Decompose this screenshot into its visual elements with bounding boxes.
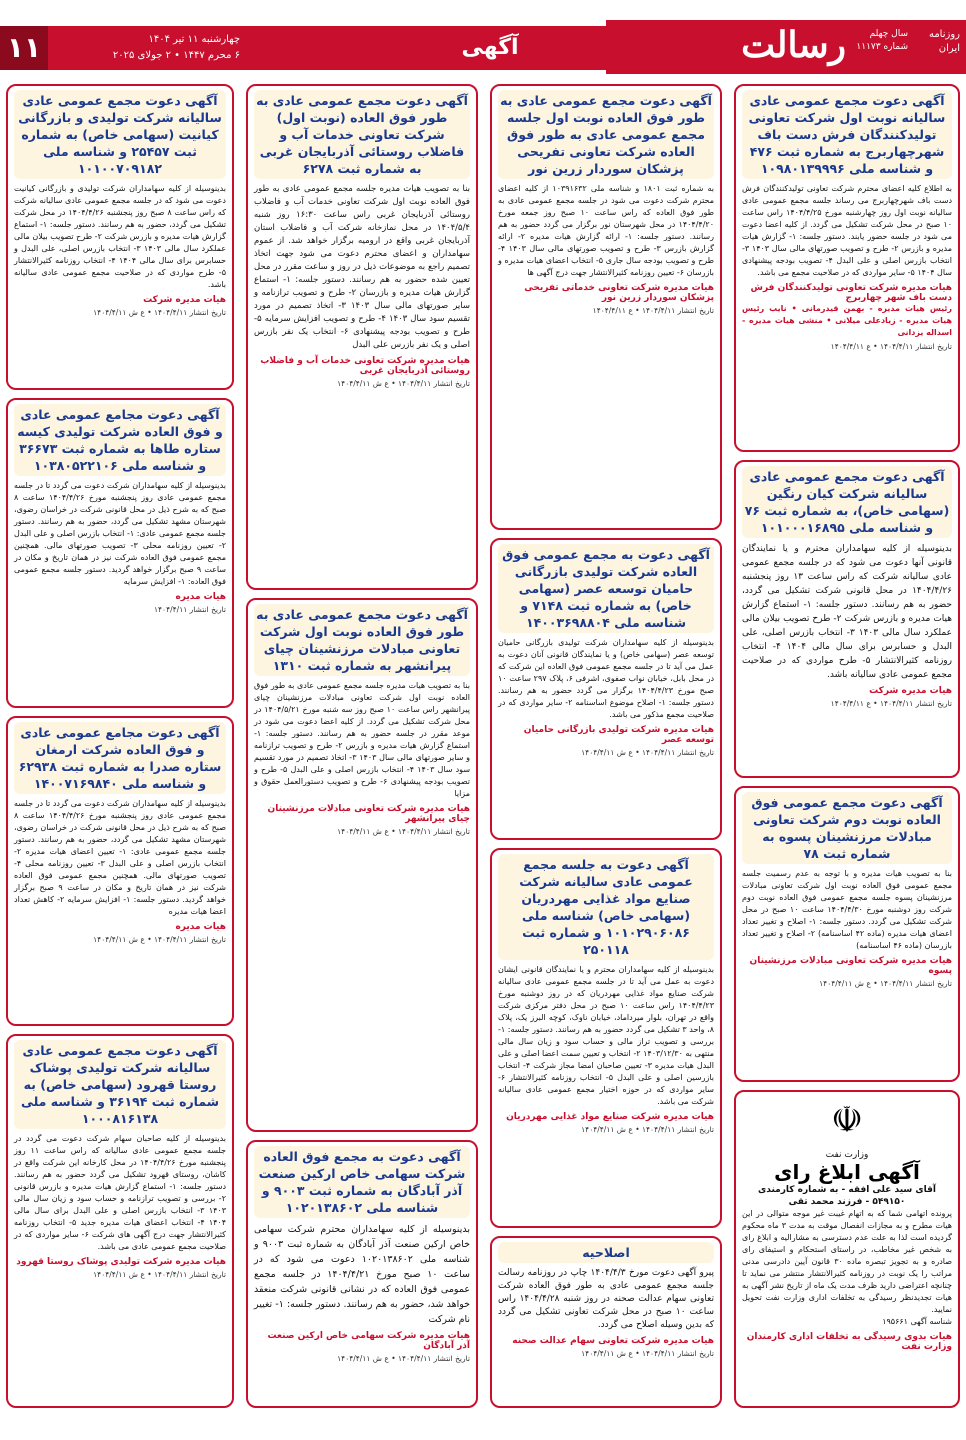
ad-title: آگهی دعوت مجمع عمومی عادی سالیانه نوبت اول شرکت تعاونی تولیدکنندگان فرش دست باف شهرچهاربرج به شماره ثبت ۴۷۶ و شناسه ملی ۱۰۹۸۰۱۳۹۹۹۶ <box>742 90 952 179</box>
ad-date: تاریخ انتشار ۱۴۰۴/۴/۱۱ • ع ش ۱۴۰۴/۴/۱۱ <box>93 1270 226 1279</box>
ad-card <box>6 1034 234 1408</box>
ad-body: بدینوسیله از کلیه سهامداران شرکت تولیدی بازرگانی حامیان توسعه عصر (سهامی خاص) و یا نمایندگان قانونی آنان دعوت به عمل می آید تا در جلسه مجمع عمومی فوق العاده این شرکت که در محل بابل، خیابان نواب صفوی، اشرفی ۶، پلاک ۲۹۷ ساعت ۱۰ صبح مورخ ۱۴۰۴/۴/۲۳ برگزار می گردد حضور به هم رسانند. دستور جلسه: ۱- اصلاح موضوع اساسنامه ۲- سایر مواردی که در صلاحیت مجمع مذکور می باشد. <box>498 638 715 719</box>
ad-body: به شماره ثبت ۱۸۰۱ و شناسه ملی ۱۰۳۹۱۶۳۲ از کلیه اعضای محترم شرکت دعوت می شود در جلسه مجمع عمومی عادی به طور فوق العاده که راس ساعت ۱۰ صبح روز جمعه مورخ ۱۴۰۴/۴/۲۰ در محل شهرستان نور برگزار می گردد حضور به هم رسانند. دستور جلسه: ۱- ارائه گزارش هیات مدیره ۲- ارائه گزارش بازرس ۳- طرح و تصویب صورتهای مالی سال ۱۴۰۳ ۴- طرح و تصویب بودجه سال جاری ۵- انتخاب اعضای هیات مدیره و بازرسان ۶- تعیین روزنامه کثیرالانتشار جهت درج آگهی ها <box>498 184 715 277</box>
ad-date: تاریخ انتشار ۱۴۰۴/۴/۱۱ • ع ش ۱۴۰۴/۴/۱۱ <box>337 827 470 836</box>
ad-body: بنا به تصویب هیات مدیره و با توجه به عدم رسمیت جلسه مجمع عمومی فوق العاده نوبت اول شرکت تعاونی مبادلات مرزنشینان پسوه جلسه مجمع عمومی فوق العاده نوبت دوم شرکت روز دوشنبه مورخ ۱۴۰۴/۴/۳۰ ساعت ۱۰ صبح در محل شرکت تشکیل می گردد. دستور جلسه: ۱- اصلاح و تغییر تعداد اعضای هیات مدیره (ماده ۴۲ اساسنامه) ۲- اصلاح و تغییر تعداد بازرسان (ماده ۴۶ اساسنامه) <box>742 869 953 950</box>
ad-body: پرونده اتهامی شما که به اتهام غیبت غیر موجه متوالی در این هیات مطرح و به مجازات انفصال موقت به مدت ۳ ماه محکوم گردیده است لذا به علت عدم دسترسی به مشارالیه و ابلاغ رای به شخص غیر مخاطب، در راستای استحکام و استیفای رای صادره و به تجویز تبصره ماده ۳۰ قانون آیین دادرسی مدنی مراتب را یک نوبت در روزنامه کثیرالانتشار منتشر می نماید تا چنانچه اعتراضی دارید ظرف مدت یک ماه از تاریخ نشر آگهی به هیات تجدیدنظر رسیدگی به تخلفات اداری وزارت نفت تحویل نمایید. <box>742 1209 952 1314</box>
ad-card <box>246 598 478 1132</box>
ad-signature: هیات مدیره شرکت تعاونی تولیدکنندگان فرش دست باف شهر چهاربرج <box>750 283 952 303</box>
ad-title: آگهی دعوت مجمع عمومی عادی به طور فوق العاده (نوبت اول) شرکت تعاونی خدمات آب و فاضلاب روستائی آذربایجان غربی به شماره ثبت ۶۲۷۸ <box>254 90 470 179</box>
ad-body: بدینوسیله از کلیه صاحبان سهام شرکت دعوت می گردد در جلسه مجمع عمومی عادی سالیانه که راس ساعت ۱۱ روز پنجشنبه مورخ ۱۴۰۴/۴/۲۶ در محل کارخانه این شرکت واقع در کاشان، روستای قهرود تشکیل می گردد حضور به هم رسانند. دستور جلسه: ۱- استماع گزارش هیات مدیره و بازرس قانونی ۲- بررسی و تصویب ترازنامه و حساب سود و زیان سال مالی ۱۴۰۳ ۳- انتخاب بازرس اصلی و علی البدل برای سال مالی ۱۴۰۴ ۴- انتخاب اعضای هیات مدیره جدید ۵- انتخاب روزنامه کثیرالانتشار جهت درج آگهی های شرکت ۶- سایر مواردی که در صلاحیت مجمع عمومی عادی می باشد. <box>14 1134 227 1251</box>
ad-date: تاریخ انتشار ۱۴۰۴/۴/۱۱ • ع ۱۴۰۴/۴/۱۱ <box>830 342 952 351</box>
ad-title: اصلاحیه <box>498 1242 714 1263</box>
ad-title: آگهی دعوت مجامع عمومی عادی و فوق العاده شرکت ارمغان ستاره صدرا به شماره ثبت ۶۲۹۳۸ و شناسه ملی ۱۴۰۰۷۱۶۹۸۴۰ <box>14 722 226 794</box>
ad-signature: هیات مدیره شرکت صنایع مواد غذایی مهردریان <box>506 1112 714 1122</box>
ad-signature: هیات مدیره شرکت <box>143 295 226 305</box>
ad-extra: شناسه آگهی ۱۹۵۶۶۱ <box>882 1317 952 1326</box>
ad-signature: هیات مدیره شرکت تعاونی مبادلات مرزنشینان چیای پیرانشهر <box>267 804 470 824</box>
ad-title: آگهی ابلاغ رای <box>774 1160 920 1184</box>
ad-title: آگهی دعوت مجمع عمومی عادی به طور فوق العاده نوبت اول شرکت تعاونی مبادلات مرزنشینان چیای پیرانشهر به شماره ثبت ۱۳۱۰ <box>254 604 470 676</box>
ad-card <box>734 786 960 1082</box>
ad-date: تاریخ انتشار ۱۴۰۴/۴/۱۱ • ع ش ۱۴۰۴/۴/۱۱ <box>93 308 226 317</box>
brand-line: ایران <box>938 43 960 54</box>
ad-date: تاریخ انتشار ۱۴۰۴/۴/۱۱ • ع ش ۱۴۰۴/۴/۱۱ <box>581 1125 714 1134</box>
ad-title: آگهی دعوت مجمع عمومی فوق العاده نوبت دوم شرکت تعاونی مبادلات مرزنشینان پسوه به شماره ثبت ۷۸ <box>742 792 952 864</box>
ad-card <box>734 1090 960 1408</box>
ad-card <box>734 84 960 452</box>
dates <box>50 32 240 64</box>
ad-card <box>490 1236 722 1408</box>
ad-date: تاریخ انتشار ۱۴۰۴/۴/۱۱ • ع ش ۱۴۰۴/۴/۱۱ <box>93 935 226 944</box>
ad-signature: هیات مدیره شرکت تولیدی پوشاک روستا قهرود <box>16 1257 226 1267</box>
year-label: سال چهلم <box>869 29 908 39</box>
brand-line: روزنامه <box>928 29 960 40</box>
ad-body: به اطلاع کلیه اعضای محترم شرکت تعاونی تولیدکنندگان فرش دست باف شهرچهاربرج می رساند جلسه مجمع عمومی عادی سالیانه نوبت اول روز چهارشنبه مورخ ۱۴۰۴/۴/۲۵ راس ساعت ۱۰ صبح در محل شرکت تشکیل می گردد. از کلیه اعضا دعوت می شود در جلسه حضور یابند. دستور جلسه: ۱- گزارش هیات مدیره و بازرس ۲- طرح و تصویب صورتهای مالی سال ۱۴۰۳ ۳- انتخاب بازرس اصلی و علی البدل ۴- تصویب بودجه پیشنهادی سال ۱۴۰۴ ۵- سایر مواردی که در صلاحیت مجمع می باشد. <box>742 184 953 277</box>
date-other: ۶ محرم ۱۴۴۷ • ۲ جولای ۲۰۲۵ <box>112 50 240 61</box>
ad-title: آگهی دعوت به مجمع فوق العاده شرکت سهامی خاص ارکین صنعت آذر آبادگان به شماره ثبت ۹۰۰۳ و شناسه ملی ۱۰۲۰۱۳۸۶۰۲ <box>254 1146 470 1218</box>
ad-body: بدینوسیله از کلیه سهامداران محترم و یا نمایندگان قانونی ایشان دعوت به عمل می آید تا در جلسه مجمع عمومی عادی سالیانه شرکت صنایع مواد غذایی مهردریان که در روز دوشنبه مورخ ۱۴۰۴/۴/۲۳ راس ساعت ۱۰ صبح در محل دفتر مرکزی شرکت واقع در تهران، بلوار میرداماد، خیابان ناوک، کوچه البرز یک، پلاک ۸، واحد ۳ تشکیل می گردد حضور به هم رسانند. دستور جلسه: ۱- بررسی و تصویب تراز مالی و حساب سود و زیان سال مالی منتهی به ۱۴۰۳/۱۲/۳۰ ۲- انتخاب و تعیین سمت اعضا اصلی و علی البدل هیات مدیره ۳- تعیین صاحبان امضا مجاز شرکت ۴- انتخاب بازرسین اصلی و علی البدل ۵- انتخاب روزنامه کثیرالانتشار ۶- سایر مواردی که در حوزه اختیار مجمع عمومی عادی سالیانه شرکت می باشد. <box>498 965 715 1106</box>
section-title: آگهی <box>461 35 519 60</box>
ad-signature: هیات مدیره <box>175 592 226 602</box>
ad-signature: هیات مدیره شرکت تعاونی خدمات آب و فاضلاب روستائی آذربایجان غربی <box>260 356 470 376</box>
brand-info <box>929 28 960 56</box>
ad-card <box>734 460 960 778</box>
ad-title: آگهی دعوت مجامع عمومی عادی و فوق العاده شرکت تولیدی کیسه ستاره طاها به شماره ثبت ۳۶۶۷۳ و شناسه ملی ۱۰۳۸۰۵۲۲۱۰۶ <box>14 404 226 476</box>
ad-signature: هیات مدیره شرکت تعاونی خدماتی تفریحی پزشکان سوردار زرین نور <box>524 283 714 303</box>
ad-card <box>490 848 722 1228</box>
ad-signature: هیات بدوی رسیدگی به تخلفات اداری کارمندان وزارت نفت <box>746 1332 952 1352</box>
ad-body: بدینوسیله از کلیه سهامداران شرکت تولیدی و بازرگانی کیانیت دعوت می شود که در جلسه مجمع عمومی عادی سالیانه شرکت که راس ساعت ۸ صبح روز پنجشنبه ۱۴۰۴/۴/۲۶ در محل شرکت تشکیل می گردد، حضور به هم رسانند. دستور جلسه: ۱- استماع گزارش هیات مدیره و بازرس شرکت ۲- طرح تصویب بیلان مالی عملکرد سال مالی ۱۴۰۳ ۳- انتخاب بازرس اصلی، علی البدل و حسابرس برای سال مالی ۱۴۰۴ ۴- انتخاب روزنامه کثیرالانتشار ۵- طرح مواردی که در صلاحیت مجمع عمومی عادی سالیانه باشد. <box>14 184 227 289</box>
ministry-name: وزارت نفت <box>825 1150 869 1160</box>
ad-title: آگهی دعوت به جلسه مجمع عمومی عادی سالیانه شرکت صنایع مواد غذایی مهردریان (سهامی خاص) شناسه ملی ۱۰۱۰۲۹۰۶۰۸۶ و شماره ثبت ۲۵۰۱۱۸ <box>498 854 714 960</box>
ad-signature: هیات مدیره شرکت تولیدی بازرگانی حامیان توسعه عصر <box>523 725 714 745</box>
ad-date: تاریخ انتشار ۱۴۰۴/۴/۱۱ • ع ش ۱۴۰۴/۴/۱۱ <box>819 979 952 988</box>
ad-body: بدینوسیله از کلیه سهامداران شرکت دعوت می گردد تا در جلسه مجمع عمومی عادی روز پنجشنبه مورخ ۱۴۰۴/۴/۲۶ ساعت ۸ صبح که به شرح ذیل در محل قانونی شرکت در خراسان رضوی، شهرستان مشهد تشکیل می گردد، حضور به هم رسانند. دستور جلسه مجمع عمومی عادی: ۱- انتخاب بازرس اصلی و علی البدل ۲- تعیین روزنامه محلی ۳- تصویب صورتهای مالی. همچنین مجمع عمومی فوق العاده شرکت نیز در همان تاریخ و مکان در ساعت ۹ صبح برگزار خواهد گردید. دستور جلسه مجمع عمومی فوق العاده: ۱- افزایش سرمایه <box>14 481 227 586</box>
ad-title: آگهی دعوت مجمع عمومی عادی سالیانه شرکت تولیدی و بازرگانی کیانیت (سهامی خاص) به شماره ثبت ۲۵۴۵۷ و شناسه ملی ۱۰۱۰۰۷۰۹۱۸۲ <box>14 90 226 179</box>
ad-date: تاریخ انتشار ۱۴۰۴/۴/۱۱ • ع ش ۱۴۰۴/۴/۱۱ <box>581 748 714 757</box>
ad-date: تاریخ انتشار ۱۴۰۴/۴/۱۱ • ع ش ۱۴۰۴/۴/۱۱ <box>337 1354 470 1363</box>
ad-card <box>490 84 722 530</box>
ad-signature: هیات مدیره شرکت تعاونی سهام عدالت صحنه <box>512 1336 714 1346</box>
iran-emblem-icon: ☫ <box>830 1100 864 1141</box>
logo: رسالت <box>741 24 846 66</box>
issue-number: شماره ۱۱۱۷۳ <box>856 42 908 52</box>
ad-card <box>246 84 478 590</box>
ad-body: بدینوسیله از کلیه سهامداران شرکت دعوت می گردد تا در جلسه مجمع عمومی عادی روز پنجشنبه مورخ ۱۴۰۴/۴/۲۶ ساعت ۸ صبح که به شرح ذیل در محل قانونی شرکت در خراسان رضوی، شهرستان مشهد تشکیل می گردد، حضور به هم رسانند. دستور جلسه مجمع عمومی عادی: ۱- تعیین اعضای هیات مدیره ۲- انتخاب بازرس اصلی و علی البدل ۳- تعیین روزنامه محلی ۴- تصویب صورتهای مالی. همچنین مجمع عمومی فوق العاده شرکت نیز در همان تاریخ و مکان در ساعت ۹ صبح برگزار خواهد گردید. دستور جلسه: ۱- افزایش سرمایه ۲- کاهش تعداد اعضا هیات مدیره <box>14 799 227 916</box>
ad-card <box>246 1140 478 1408</box>
ad-signature: هیات مدیره شرکت <box>869 686 952 696</box>
date-persian: چهارشنبه ۱۱ تیر ۱۴۰۴ <box>148 34 240 45</box>
ad-card <box>6 716 234 1026</box>
ad-card <box>490 538 722 840</box>
ad-title: آگهی دعوت مجمع عمومی عادی به طور فوق العاده نوبت اول جلسه مجمع عمومی عادی به طور فوق العاده شرکت تعاونی تفریحی پزشکان سوردار زرین نور <box>498 90 714 179</box>
ad-title: آگهی دعوت مجمع عمومی عادی سالیانه شرکت تولیدی پوشاک روستا قهرود (سهامی خاص) به شماره ثبت ۳۶۱۹۴ و شناسه ملی ۱۰۰۰۸۱۶۱۳۸ <box>14 1040 226 1129</box>
ad-body: بدینوسیله از کلیه سهامداران محترم و یا نمایندگان قانونی آنها دعوت می شود که در جلسه مجمع عمومی عادی سالیانه شرکت که راس ساعت ۱۳ روز پنجشنبه ۱۴۰۴/۴/۲۶ در محل قانونی شرکت تشکیل می گردد، حضور به هم رسانند. دستور جلسه: ۱- استماع گزارش هیات مدیره و بازرس شرکت ۲- طرح تصویب بیلان مالی عملکرد سال مالی ۱۴۰۳ ۳- انتخاب بازرس اصلی، علی البدل و حسابرس برای سال مالی ۱۴۰۴ ۴- انتخاب روزنامه کثیرالانتشار ۵- طرح مواردی که در صلاحیت مجمع عمومی عادی سالیانه باشد. <box>742 544 952 680</box>
ad-date: تاریخ انتشار ۱۴۰۴/۴/۱۱ • ع ۱۴۰۴/۴/۱۱ <box>592 306 714 315</box>
ad-members: رئیس هیات مدیره - بهمن قیدرمانی • نایب رئیس هیات مدیره - زیادعلی میلانی • منشی هیات مدیره - اسداله یزدانی <box>742 304 952 337</box>
ad-date: تاریخ انتشار ۱۴۰۴/۴/۱۱ • ع ۱۴۰۴/۴/۱۱ <box>830 699 952 708</box>
newspaper-header <box>0 0 966 74</box>
ad-body: پیرو آگهی دعوت مورخ ۱۴۰۴/۴/۳ چاپ در روزنامه رسالت جلسه مجمع عمومی عادی به طور فوق العاده شرکت تعاونی سهام عدالت صحنه در روز شنبه ۱۴۰۴/۴/۲۸ راس ساعت ۱۰ صبح در محل شرکت تعاونی تشکیل می گردد که بدین وسیله اصلاح می گردد. <box>498 1268 714 1330</box>
ad-card <box>6 398 234 708</box>
ad-date: تاریخ انتشار ۱۴۰۴/۴/۱۱ <box>154 605 226 614</box>
ad-signature: هیات مدیره شرکت تعاونی مبادلات مرزنشینان پسوه <box>749 956 952 976</box>
ad-subtitle: آقای سید علی افقه - به شماره کارمندی ۵۴۹۱۵۰ - فرزند محمد تقی <box>758 1185 936 1207</box>
ad-body: بنا به تصویب هیات مدیره جلسه مجمع عمومی عادی به طور فوق العاده نوبت اول شرکت تعاونی مبادلات مرزنشینان چیای پیرانشهر راس ساعت ۱۰ صبح روز سه شنبه مورخ ۱۴۰۴/۵/۲۱ در محل شرکت تشکیل می گردد. از کلیه اعضا دعوت می شود در موعد مقرر در جلسه حضور به هم رسانند. دستور جلسه: ۱- استماع گزارش هیات مدیره و بازرس ۲- طرح و تصویب ترازنامه و سایر صورتهای مالی سال ۱۴۰۳ ۳- اتخاذ تصمیم در مورد تقسیم سود سال ۱۴۰۳ ۴- انتخاب بازرس اصلی و علی البدل ۵- طرح و تصویب بودجه پیشنهادی ۶- طرح و تصویب دستورالعمل حقوق و مزایا <box>254 681 471 798</box>
ad-body: بنا به تصویب هیات مدیره جلسه مجمع عمومی عادی به طور فوق العاده نوبت اول شرکت تعاونی خدمات آب و فاضلاب روستائی آذربایجان غربی راس ساعت ۱۶:۳۰ روز شنبه ۱۴۰۴/۵/۴ در محل نمازخانه شرکت آب و فاضلاب استان آذربایجان غربی واقع در ارومیه برگزار خواهد شد. از عموم سهامداران و اعضای محترم دعوت می شود جهت اتخاذ تصمیم راجع به موضوعات ذیل در روز و ساعت مقرر در محل تعیین شده حضور به هم رسانند. دستور جلسه: ۱- استماع گزارش هیات مدیره و بازرسان ۲- طرح و تصویب ترازنامه و سایر صورتهای مالی سال ۱۴۰۳ ۳- اتخاذ تصمیم در مورد تقسیم سود سال ۱۴۰۳ ۴- طرح و تصویب افزایش سرمایه ۵- طرح و تصویب بودجه پیشنهادی ۶- انتخاب یک نفر بازرس اصلی و یک نفر بازرس علی البدل <box>254 184 471 350</box>
ad-date: تاریخ انتشار ۱۴۰۴/۴/۱۱ • ع ش ۱۴۰۴/۴/۱۱ <box>581 1349 714 1358</box>
page-number: ۱۱ <box>0 26 48 70</box>
ad-signature: هیات مدیره شرکت سهامی خاص ارکین صنعت آذر آبادگان <box>267 1331 470 1351</box>
ad-title: آگهی دعوت به مجمع عمومی فوق العاده شرکت تولیدی بازرگانی حامیان توسعه عصر (سهامی خاص) به شماره ثبت ۷۱۴۸ و شناسه ملی ۱۴۰۰۳۶۹۸۸۰۴ <box>498 544 714 633</box>
ad-body: بدینوسیله از کلیه سهامداران محترم شرکت سهامی خاص ارکین صنعت آذر آبادگان به شماره ثبت ۹۰۰۳ و شناسه ملی ۱۰۲۰۱۳۸۶۰۲ دعوت می شود که در ساعت ۱۰ صبح مورخ ۱۴۰۴/۴/۲۱ در جلسه مجمع عمومی فوق العاده که در نشانی قانونی شرکت منعقد خواهد شد، حضور به هم رسانند. دستور جلسه: ۱- تغییر نام شرکت <box>254 1224 471 1325</box>
ad-title: آگهی دعوت مجمع عمومی عادی سالیانه شرکت کیان رنگین (سهامی خاص)، به شماره ثبت ۷۶ و شناسه ملی ۱۰۱۰۰۰۱۶۸۹۵ <box>742 466 952 538</box>
issue-info <box>856 28 908 54</box>
logo-box <box>606 20 966 74</box>
ad-card <box>6 84 234 390</box>
ad-date: تاریخ انتشار ۱۴۰۴/۴/۱۱ • ع ش ۱۴۰۴/۴/۱۱ <box>337 379 470 388</box>
ad-signature: هیات مدیره <box>175 922 226 932</box>
